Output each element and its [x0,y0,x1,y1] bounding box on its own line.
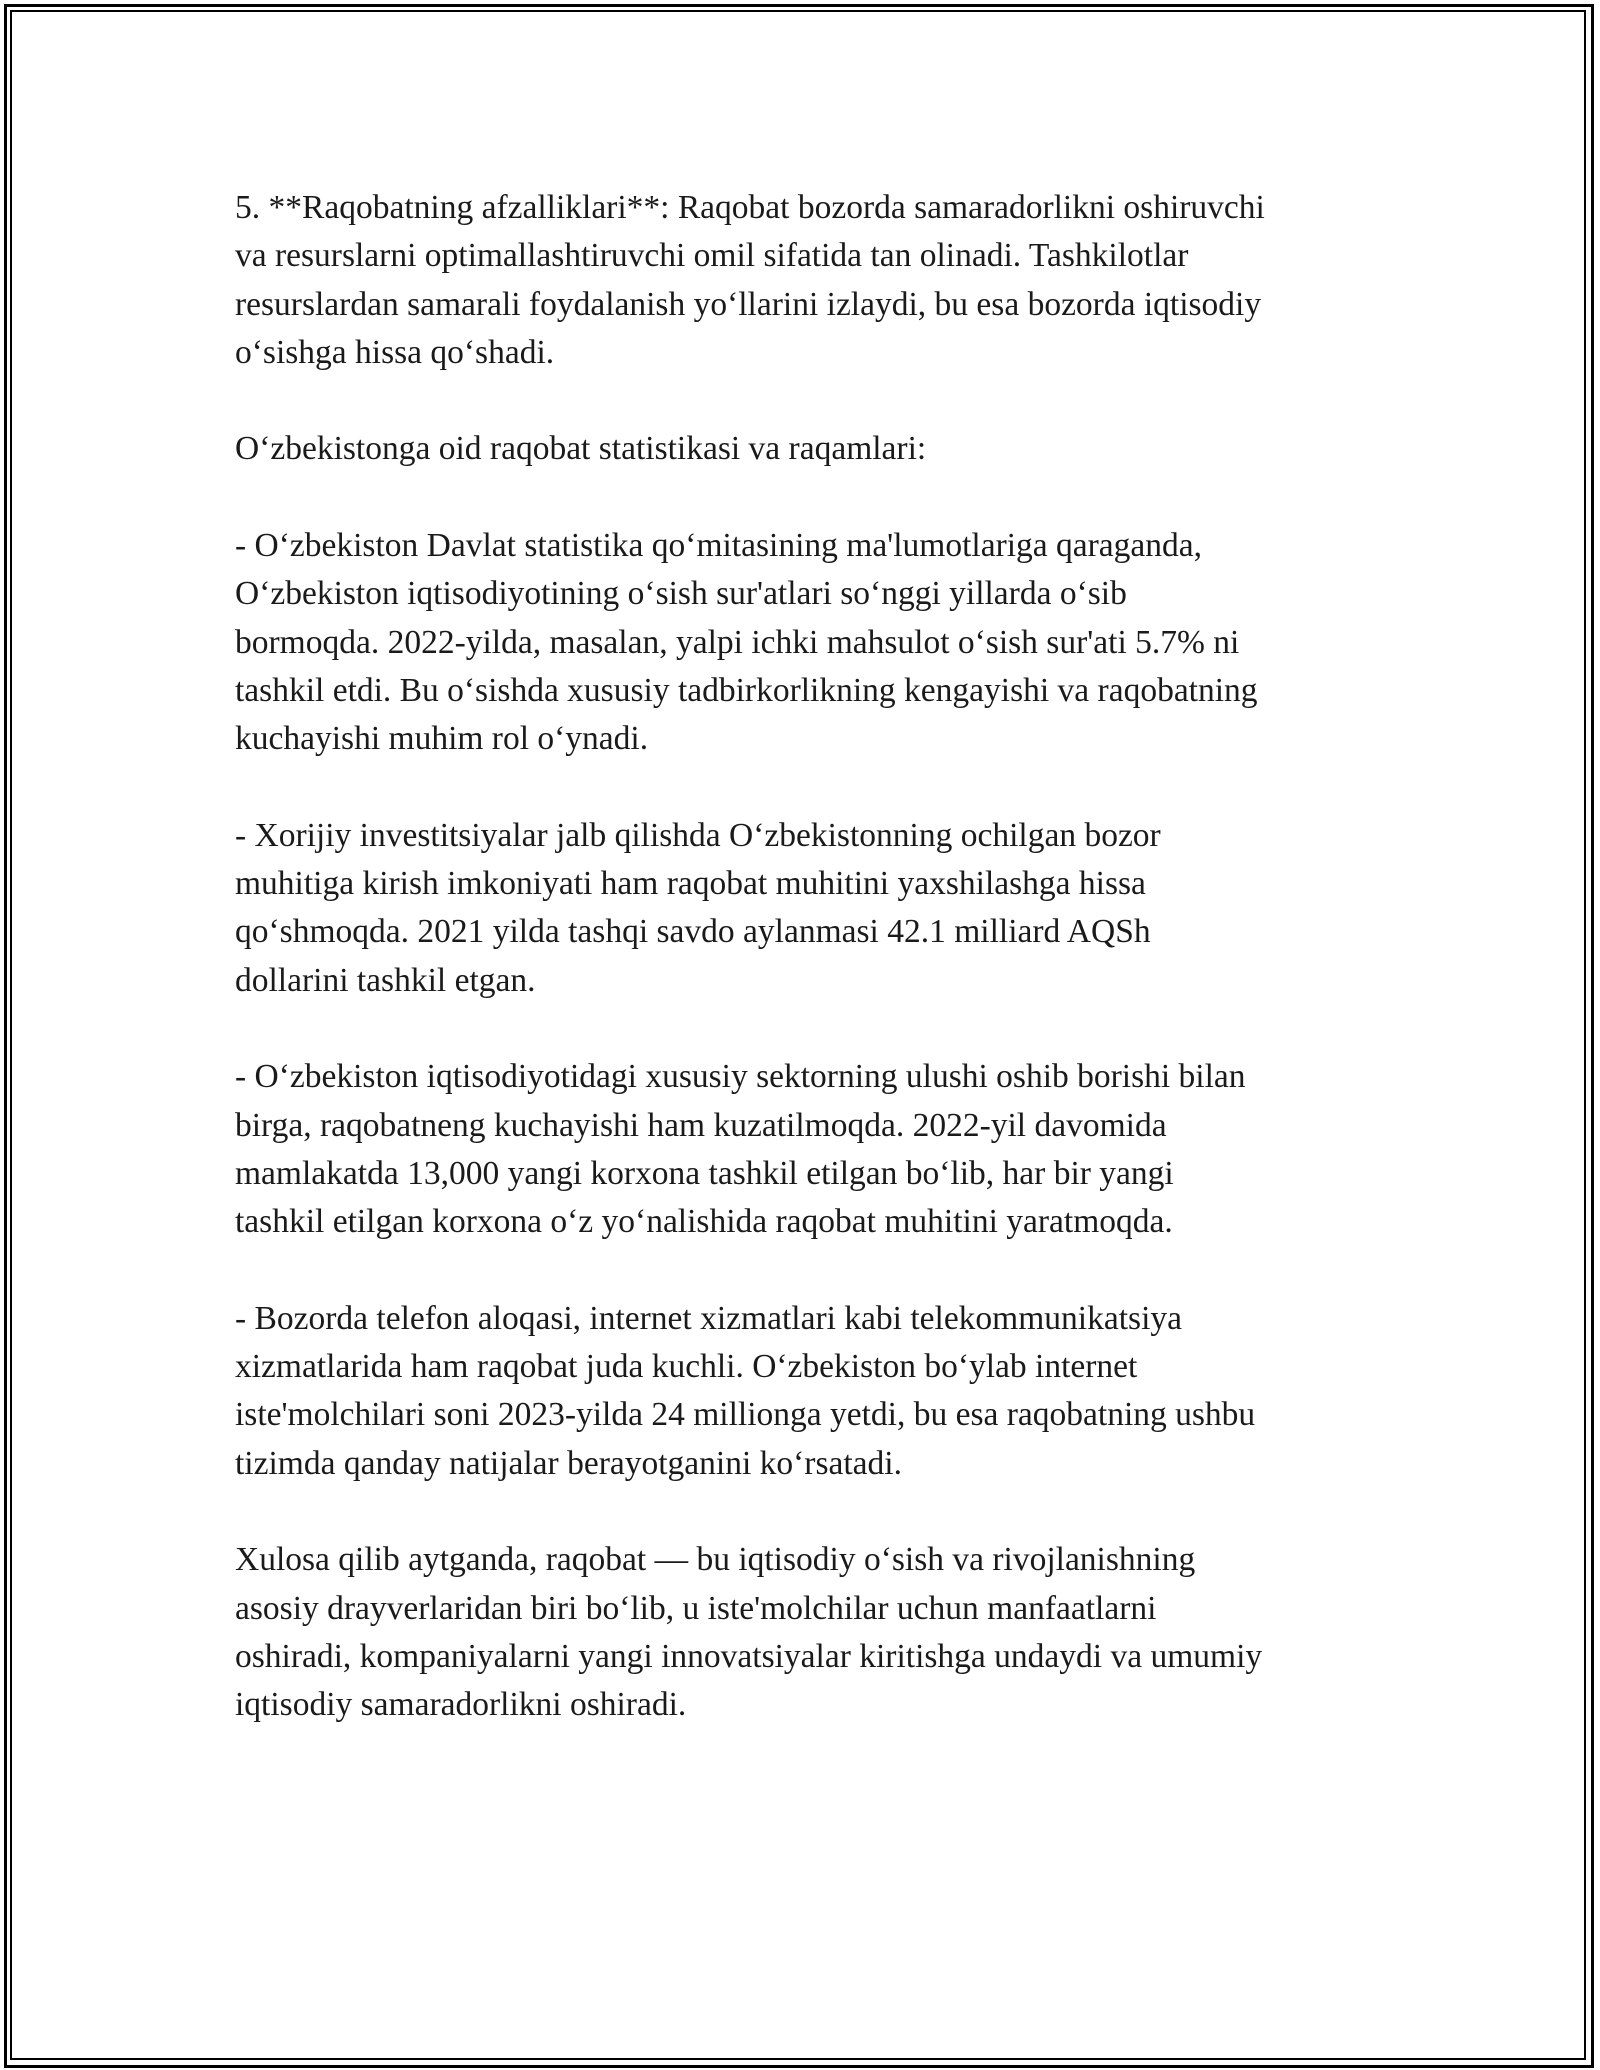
paragraph-economic-growth: - O‘zbekiston Davlat statistika qo‘mitasining ma'lumotlariga qaraganda, O‘zbekiston iqtisodiyotining o‘sish sur'atlari so‘nggi yillarda o‘sib bormoqda. 2022-yilda, masalan, yalpi ichki mahsulot o‘sish sur'ati 5.7% ni tashkil etdi. Bu o‘sishda xususiy tadbirkorlikning kengayishi va raqobatning kuchayishi muhim rol o‘ynadi. [235,527,1258,758]
document-body [235,184,1385,1778]
paragraph-statistics-heading: O‘zbekistonga oid raqobat statistikasi va raqamlari: [235,430,927,468]
paragraph-telecommunications: - Bozorda telefon aloqasi, internet xizmatlari kabi telekommunikatsiya xizmatlarida ham raqobat juda kuchli. O‘zbekiston bo‘ylab internet iste'molchilari soni 2023-yilda 24 millionga yetdi, bu esa raqobatning ushbu tizimda qanday natijalar berayotganini ko‘rsatadi. [235,1299,1256,1482]
paragraph-private-sector: - O‘zbekiston iqtisodiyotidagi xususiy sektorning ulushi oshib borishi bilan birga, raqobatneng kuchayishi ham kuzatilmoqda. 2022-yil davomida mamlakatda 13,000 yangi korxona tashkil etilgan bo‘lib, har bir yangi tashkil etilgan korxona o‘z yo‘nalishida raqobat muhitini yaratmoqda. [235,1058,1246,1241]
paragraph-advantages-of-competition: 5. **Raqobatning afzalliklari**: Raqobat bozorda samaradorlikni oshiruvchi va resurslarni optimallashtiruvchi omil sifatida tan olinadi. Tashkilotlar resurslardan samarali foydalanish yo‘llarini izlaydi, bu esa bozorda iqtisodiy o‘sishga hissa qo‘shadi. [235,189,1265,371]
paragraph-foreign-investment: - Xorijiy investitsiyalar jalb qilishda O‘zbekistonning ochilgan bozor muhitiga kirish imkoniyati ham raqobat muhitini yaxshilashga hissa qo‘shmoqda. 2021 yilda tashqi savdo aylanmasi 42.1 milliard AQSh dollarini tashkil etgan. [235,816,1161,999]
paragraph-conclusion: Xulosa qilib aytganda, raqobat — bu iqtisodiy o‘sish va rivojlanishning asosiy drayverlaridan biri bo‘lib, u iste'molchilar uchun manfaatlarni oshiradi, kompaniyalarni yangi innovatsiyalar kiritishga undaydi va umumiy iqtisodiy samaradorlikni oshiradi. [235,1541,1263,1724]
